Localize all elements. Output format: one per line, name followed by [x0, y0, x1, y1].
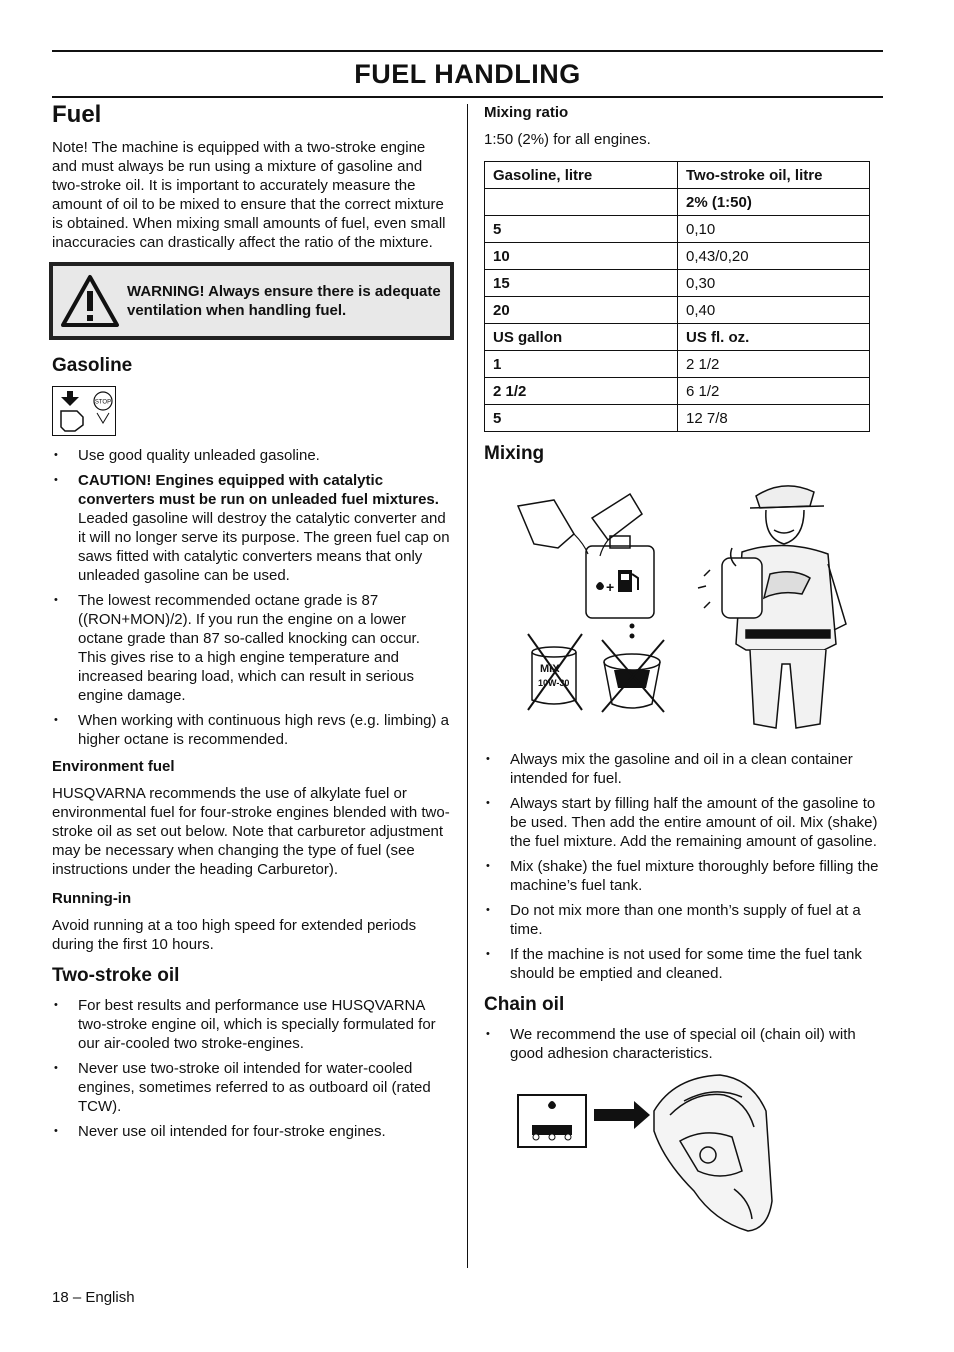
- column-divider: [467, 104, 468, 1268]
- stop-sign-text: STOP: [94, 399, 112, 406]
- table-cell: 0,40: [678, 297, 870, 324]
- list-item: • Never use oil intended for four-stroke engines.: [52, 1122, 450, 1141]
- table-row: [485, 378, 870, 405]
- list-item: • Do not mix more than one month’s supply of fuel at a time.: [484, 901, 882, 939]
- oil-can-icon: [518, 500, 574, 548]
- table-cell: Gasoline, litre: [485, 162, 678, 189]
- chainsaw-icon: [654, 1075, 772, 1231]
- table-cell: [485, 189, 678, 216]
- running-in-text: Avoid running at a too high speed for extended periods during the first 10 hours.: [52, 917, 417, 953]
- mixing-ratio-text: 1:50 (2%) for all engines.: [484, 131, 651, 148]
- list-item: • We recommend the use of special oil (chain oil) with good adhesion characteristics.: [484, 1025, 882, 1063]
- gasoline-heading: Gasoline: [52, 355, 133, 376]
- fuel-heading: Fuel: [52, 101, 102, 128]
- table-cell: US gallon: [485, 324, 678, 351]
- fuel-pump-icon: [618, 570, 632, 592]
- chain-oil-heading: Chain oil: [484, 994, 565, 1015]
- table-cell: 5: [485, 405, 678, 432]
- table-cell: 15: [485, 270, 678, 297]
- table-row: [485, 270, 870, 297]
- environment-fuel-text: HUSQVARNA recommends the use of alkylate fuel or environmental fuel for four-stroke engines blended with two-stroke oil as set out below. Note that carburetor adjustment may be necessary when changing the type of fuel (see instructions under the heading Carburetor).: [52, 785, 450, 878]
- can-label: MIX: [540, 663, 560, 675]
- mixing-illustration: [484, 474, 882, 744]
- table-cell: 2 1/2: [485, 378, 678, 405]
- environment-fuel-heading: Environment fuel: [52, 758, 175, 775]
- arrow-right-icon: [594, 1101, 650, 1129]
- mixing-ratio-table: [484, 161, 870, 432]
- list-item: • Mix (shake) the fuel mixture thoroughly before filling the machine’s fuel tank.: [484, 857, 882, 895]
- table-row: [485, 243, 870, 270]
- table-row: [485, 216, 870, 243]
- table-cell: 2% (1:50): [678, 189, 870, 216]
- page-header: [52, 50, 883, 98]
- table-row: [485, 162, 870, 189]
- refuel-stop-icon: [52, 386, 116, 436]
- caution-rest: Leaded gasoline will destroy the catalytic converter and it will no longer serve its purpose. The green fuel cap on saws fitted with catalytic converters means that only unleaded gasoline can be used.: [78, 510, 450, 584]
- caution-text: CAUTION! Engines equipped with catalytic converters must be run on unleaded fuel mixtures.: [78, 472, 439, 508]
- running-in-heading: Running-in: [52, 890, 132, 907]
- list-item: • Never use two-stroke oil intended for water-cooled engines, sometimes referred to as outboard oil (rated TCW).: [52, 1059, 450, 1116]
- page-footer: 18 – English: [52, 1289, 135, 1306]
- mixing-list: [484, 750, 882, 983]
- list-item: • If the machine is not used for some time the fuel tank should be emptied and cleaned.: [484, 945, 882, 983]
- mixing-ratio-heading: Mixing ratio: [484, 104, 569, 121]
- warning-box: [49, 262, 454, 340]
- chain-oil-list: [484, 1025, 882, 1063]
- table-cell: 20: [485, 297, 678, 324]
- list-item: • The lowest recommended octane grade is 87 ((RON+MON)/2). If you run the engine on a lower octane grade than 87 so-called knocking can occur. This gives rise to a high engine temperature and increased bearing load, which can result in serious engine damage.: [52, 591, 450, 705]
- table-cell: 5: [485, 216, 678, 243]
- warning-triangle-icon: [59, 273, 121, 329]
- oil-bottle-icon: [592, 494, 642, 540]
- drop-icon: [596, 582, 604, 590]
- mixing-heading: Mixing: [484, 443, 545, 464]
- list-item: • Always mix the gasoline and oil in a clean container intended for fuel.: [484, 750, 882, 788]
- table-row: [485, 351, 870, 378]
- table-row: [485, 405, 870, 432]
- warning-text: WARNING! Always ensure there is adequate ventilation when handling fuel.: [127, 283, 441, 319]
- table-cell: US fl. oz.: [678, 324, 870, 351]
- can-label-2: 10W-30: [538, 678, 570, 688]
- svg-text:+: +: [606, 579, 615, 595]
- table-cell: 0,43/0,20: [678, 243, 870, 270]
- table-cell: 1: [485, 351, 678, 378]
- chain-oil-illustration: [484, 1071, 882, 1241]
- list-item: • When working with continuous high revs (e.g. limbing) a higher octane is recommended.: [52, 711, 450, 749]
- table-cell: 10: [485, 243, 678, 270]
- two-stroke-list: [52, 996, 450, 1141]
- table-cell: 6 1/2: [678, 378, 870, 405]
- page-title: FUEL HANDLING: [354, 59, 581, 89]
- fuel-intro: Note! The machine is equipped with a two-stroke engine and must always be run using a mixture of gasoline and two-stroke oil. It is important to accurately measure the amount of oil to be mixed to ensure that the correct mixture is obtained. When mixing small amounts of fuel, even small inaccuracies can drastically affect the ratio of the mixture.: [52, 139, 446, 251]
- table-cell: 12 7/8: [678, 405, 870, 432]
- table-cell: 0,10: [678, 216, 870, 243]
- table-row: [485, 297, 870, 324]
- table-row: [485, 189, 870, 216]
- two-stroke-heading: Two-stroke oil: [52, 965, 180, 986]
- person-shaking-icon: [698, 486, 846, 728]
- table-row: [485, 324, 870, 351]
- list-item: • Always start by filling half the amount of the gasoline to be used. Then add the entire amount of oil. Mix (shake) the fuel mixture. Add the remaining amount of gasoline.: [484, 794, 882, 851]
- left-column: [52, 100, 450, 1149]
- list-item: • Use good quality unleaded gasoline.: [52, 446, 450, 465]
- table-cell: Two-stroke oil, litre: [678, 162, 870, 189]
- table-cell: 0,30: [678, 270, 870, 297]
- list-item: • For best results and performance use HUSQVARNA two-stroke engine oil, which is specially formulated for our air-cooled two stroke-engines.: [52, 996, 450, 1053]
- table-cell: 2 1/2: [678, 351, 870, 378]
- right-column: [484, 100, 882, 1241]
- list-item: [52, 471, 450, 585]
- gasoline-list: [52, 446, 450, 749]
